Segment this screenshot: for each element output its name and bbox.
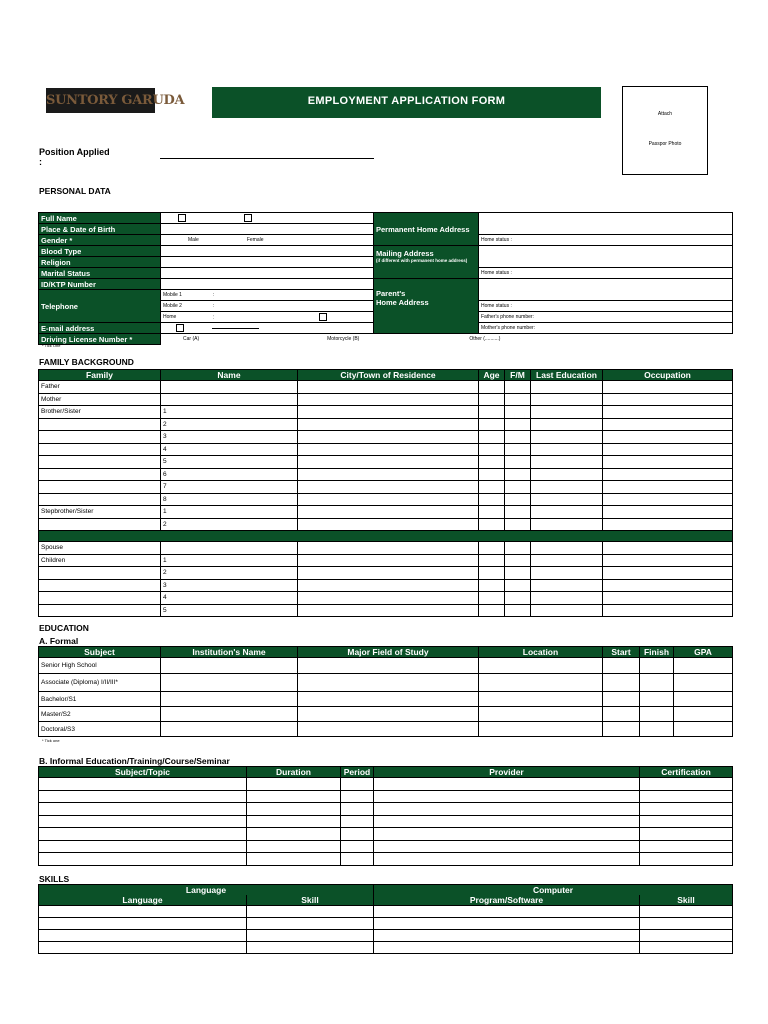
- place-dob-label: Place & Date of Birth: [39, 224, 161, 235]
- family-col-fm: F/M: [505, 370, 531, 381]
- form-title: EMPLOYMENT APPLICATION FORM: [212, 87, 601, 118]
- table-row[interactable]: [39, 692, 733, 707]
- table-row[interactable]: [39, 828, 733, 841]
- mother-phone-field[interactable]: Mother's phone number:: [479, 323, 733, 334]
- tick-one-note: * Tick One: [42, 343, 61, 348]
- row-number: 3: [161, 431, 298, 444]
- position-applied-label: Position Applied: [39, 147, 110, 157]
- full-name-checkbox-2[interactable]: [244, 214, 252, 222]
- row-number: 2: [161, 518, 298, 531]
- education-heading: EDUCATION: [39, 623, 89, 633]
- informal-col-duration: Duration: [247, 767, 341, 778]
- skills-col-language: Language: [39, 895, 247, 906]
- formal-row-label: Master/S2: [39, 707, 161, 722]
- row-number: 4: [161, 592, 298, 605]
- home-status-parents[interactable]: Home status :: [479, 301, 733, 312]
- family-col-education: Last Education: [531, 370, 603, 381]
- table-row[interactable]: [39, 918, 733, 930]
- parents-label: Parent's: [376, 289, 406, 298]
- home-phone-colon: :: [213, 314, 215, 321]
- mailing-address-field[interactable]: [479, 246, 733, 268]
- family-separator-row: [39, 531, 733, 542]
- row-number: 1: [161, 506, 298, 519]
- license-motorcycle[interactable]: Motorcycle (B): [327, 336, 360, 343]
- table-row[interactable]: [39, 658, 733, 674]
- family-spouse-label: Spouse: [39, 542, 161, 555]
- row-number: 2: [161, 418, 298, 431]
- email-field[interactable]: [161, 323, 374, 334]
- table-row[interactable]: [39, 930, 733, 942]
- table-row[interactable]: [39, 554, 733, 567]
- table-row[interactable]: [39, 853, 733, 866]
- family-father-label: Father: [39, 381, 161, 394]
- full-name-field[interactable]: [161, 213, 374, 224]
- blood-type-field[interactable]: [161, 246, 374, 257]
- row-number: 1: [161, 406, 298, 419]
- place-dob-field[interactable]: [161, 224, 374, 235]
- formal-heading: A. Formal: [39, 636, 79, 646]
- religion-label: Religion: [39, 257, 161, 268]
- row-number: 3: [161, 579, 298, 592]
- table-row[interactable]: [39, 942, 733, 954]
- row-number: 2: [161, 567, 298, 580]
- driving-license-label: Driving License Number *: [39, 334, 161, 345]
- mobile2-label: Mobile 2: [163, 303, 182, 309]
- position-applied-colon: :: [39, 157, 42, 167]
- informal-col-subject: Subject/Topic: [39, 767, 247, 778]
- table-row[interactable]: [39, 579, 733, 592]
- full-name-checkbox-1[interactable]: [178, 214, 186, 222]
- home-phone-label: Home: [163, 314, 177, 321]
- permanent-address-field[interactable]: [479, 213, 733, 235]
- table-row[interactable]: [39, 815, 733, 828]
- formal-col-institution: Institution's Name: [161, 647, 298, 658]
- table-row[interactable]: [39, 790, 733, 803]
- parents-address-label: [374, 279, 479, 334]
- marital-field[interactable]: [161, 268, 374, 279]
- email-checkbox[interactable]: [176, 324, 184, 332]
- personal-data-heading: PERSONAL DATA: [39, 186, 111, 196]
- formal-education-table: [38, 646, 733, 737]
- family-col-family: Family: [39, 370, 161, 381]
- full-name-label: Full Name: [39, 213, 161, 224]
- parents-address-field[interactable]: [479, 279, 733, 301]
- blood-type-label: Blood Type: [39, 246, 161, 257]
- row-number: 4: [161, 443, 298, 456]
- family-heading: FAMILY BACKGROUND: [39, 357, 134, 367]
- table-row[interactable]: [39, 906, 733, 918]
- table-row[interactable]: [39, 803, 733, 816]
- table-row[interactable]: [39, 381, 733, 394]
- family-col-city: City/Town of Residence: [298, 370, 479, 381]
- mobile1-field[interactable]: [161, 290, 374, 301]
- row-number: 6: [161, 468, 298, 481]
- table-row[interactable]: [39, 418, 733, 431]
- mobile1-label: Mobile 1: [163, 292, 182, 298]
- informal-heading: B. Informal Education/Training/Course/Seminar: [39, 756, 230, 766]
- table-row[interactable]: [39, 518, 733, 531]
- row-number: 1: [161, 554, 298, 567]
- formal-col-start: Start: [603, 647, 640, 658]
- formal-col-major: Major Field of Study: [298, 647, 479, 658]
- mailing-address-label: [374, 246, 479, 279]
- table-row[interactable]: [39, 707, 733, 722]
- family-sibling-label: Brother/Sister: [39, 406, 161, 419]
- table-row[interactable]: [39, 840, 733, 853]
- formal-col-finish: Finish: [640, 647, 674, 658]
- mobile1-colon: :: [213, 292, 215, 298]
- marital-label: Marital Status: [39, 268, 161, 279]
- family-col-age: Age: [479, 370, 505, 381]
- home-phone-field[interactable]: [161, 312, 374, 323]
- informal-col-certification: Certification: [640, 767, 733, 778]
- formal-row-label: Doctoral/S3: [39, 722, 161, 737]
- row-number: 5: [161, 604, 298, 617]
- driving-license-field[interactable]: [161, 334, 733, 345]
- table-row[interactable]: [39, 604, 733, 617]
- family-col-name: Name: [161, 370, 298, 381]
- mailing-address-note: (if different with permanent home address): [376, 258, 468, 263]
- informal-col-provider: Provider: [374, 767, 640, 778]
- family-table: [38, 369, 733, 617]
- table-row[interactable]: [39, 542, 733, 555]
- table-row[interactable]: [39, 431, 733, 444]
- photo-box[interactable]: [622, 86, 708, 175]
- skills-computer-group: Computer: [374, 885, 733, 896]
- table-row[interactable]: [39, 674, 733, 692]
- email-label: E-mail address: [39, 323, 161, 334]
- formal-col-location: Location: [479, 647, 603, 658]
- religion-field[interactable]: [161, 257, 374, 268]
- row-number: 5: [161, 456, 298, 469]
- table-row[interactable]: [39, 468, 733, 481]
- formal-row-label: Bachelor/S1: [39, 692, 161, 707]
- position-applied-field[interactable]: [160, 157, 374, 159]
- informal-col-period: Period: [341, 767, 374, 778]
- id-ktp-field[interactable]: [161, 279, 374, 290]
- gender-female[interactable]: Female: [246, 237, 264, 243]
- skills-col-computer-skill: Skill: [640, 895, 733, 906]
- permanent-address-label: Permanent Home Address: [374, 213, 479, 246]
- skills-heading: SKILLS: [39, 874, 70, 884]
- father-phone-field[interactable]: Father's phone number:: [479, 312, 733, 323]
- table-row[interactable]: [39, 443, 733, 456]
- formal-row-label: Associate (Diploma) I/II/III*: [39, 674, 161, 692]
- company-logo: SUNTORY GARUDA: [46, 88, 155, 113]
- table-row[interactable]: [39, 778, 733, 791]
- table-row[interactable]: [39, 456, 733, 469]
- telephone-label: Telephone: [39, 290, 161, 323]
- license-car[interactable]: Car (A): [183, 336, 200, 343]
- skills-language-group: Language: [39, 885, 374, 896]
- informal-education-table: [38, 766, 733, 866]
- formal-tick-note: * Tick one: [42, 738, 60, 743]
- formal-col-subject: Subject: [39, 647, 161, 658]
- skills-col-program: Program/Software: [374, 895, 640, 906]
- table-row[interactable]: [39, 493, 733, 506]
- mobile2-field[interactable]: [161, 301, 374, 312]
- license-other[interactable]: Other (..........): [469, 336, 501, 343]
- family-col-occupation: Occupation: [603, 370, 733, 381]
- family-step-label: Stepbrother/Sister: [39, 506, 161, 519]
- formal-row-label: Senior High School: [39, 658, 161, 674]
- home-status-mailing[interactable]: Home status :: [479, 268, 733, 279]
- family-children-label: Children: [39, 554, 161, 567]
- table-row[interactable]: [39, 722, 733, 737]
- table-row[interactable]: [39, 406, 733, 419]
- table-row[interactable]: [39, 393, 733, 406]
- row-number: 8: [161, 493, 298, 506]
- id-ktp-label: ID/KTP Number: [39, 279, 161, 290]
- table-row[interactable]: [39, 567, 733, 580]
- skills-table: [38, 884, 733, 954]
- parents-home-label: Home Address: [376, 298, 429, 307]
- mobile2-colon: :: [213, 303, 215, 309]
- table-row[interactable]: [39, 592, 733, 605]
- gender-field[interactable]: [161, 235, 374, 246]
- email-underline: [212, 328, 259, 329]
- home-phone-checkbox[interactable]: [319, 313, 327, 321]
- mailing-address-title: Mailing Address: [376, 249, 434, 258]
- gender-male[interactable]: Male: [188, 237, 199, 243]
- skills-col-language-skill: Skill: [247, 895, 374, 906]
- personal-data-table: [38, 212, 733, 345]
- gender-label: Gender *: [39, 235, 161, 246]
- table-row[interactable]: [39, 506, 733, 519]
- formal-col-gpa: GPA: [674, 647, 733, 658]
- row-number: 7: [161, 481, 298, 494]
- family-mother-label: Mother: [39, 393, 161, 406]
- home-status-permanent[interactable]: Home status :: [479, 235, 733, 246]
- table-row[interactable]: [39, 481, 733, 494]
- photo-label-passport: Passpor Photo: [648, 141, 682, 147]
- photo-label-attach: Attach: [657, 111, 673, 117]
